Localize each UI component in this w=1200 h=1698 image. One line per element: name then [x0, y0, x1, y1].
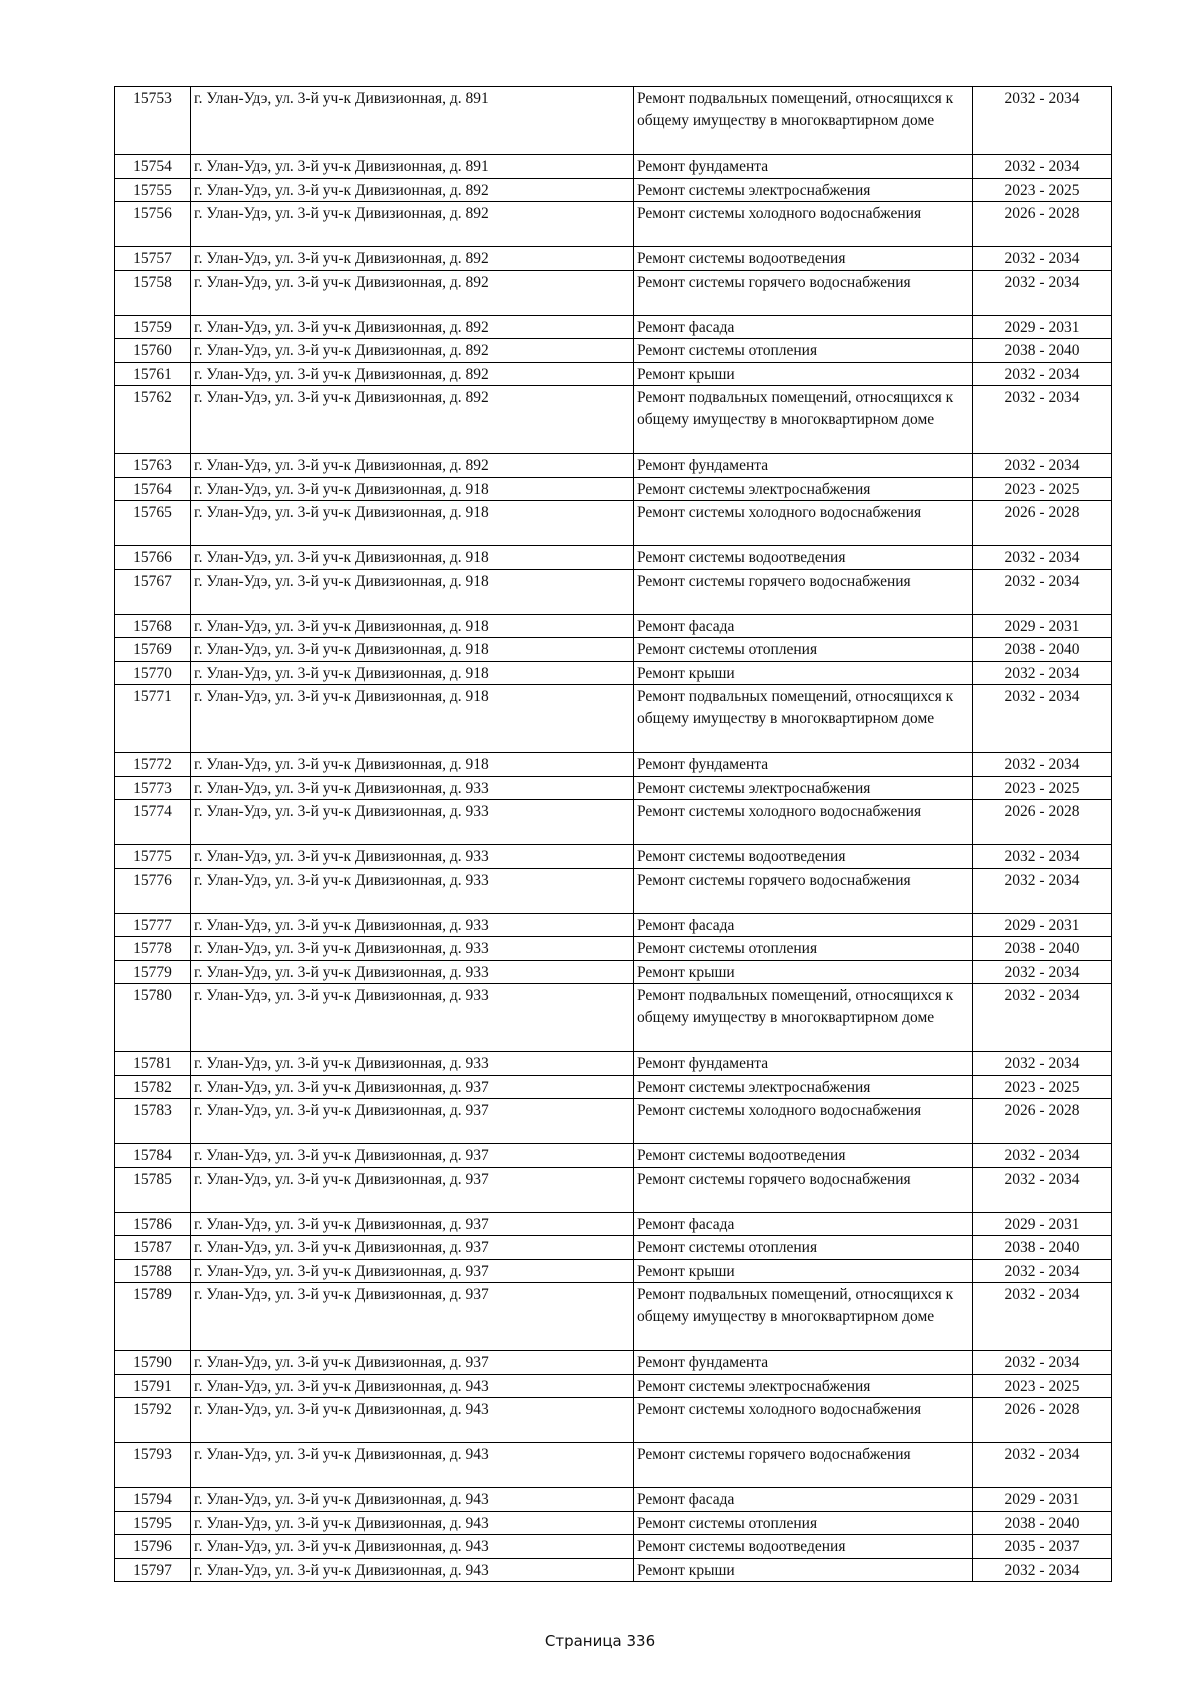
address-cell: г. Улан-Удэ, ул. 3-й уч-к Дивизионная, д. 937 [191, 1351, 634, 1375]
table-row [115, 546, 1112, 570]
row-number: 15768 [115, 614, 191, 638]
work-type-cell: Ремонт системы горячего водоснабжения [634, 1443, 973, 1488]
work-type-cell: Ремонт крыши [634, 1259, 973, 1283]
address-cell: г. Улан-Удэ, ул. 3-й уч-к Дивизионная, д. 918 [191, 614, 634, 638]
table-row [115, 614, 1112, 638]
table-row [115, 386, 1112, 454]
period-cell: 2032 - 2034 [973, 753, 1112, 777]
address-cell: г. Улан-Удэ, ул. 3-й уч-к Дивизионная, д. 937 [191, 1144, 634, 1168]
row-number: 15769 [115, 638, 191, 662]
address-cell: г. Улан-Удэ, ул. 3-й уч-к Дивизионная, д. 891 [191, 155, 634, 179]
address-cell: г. Улан-Удэ, ул. 3-й уч-к Дивизионная, д. 933 [191, 960, 634, 984]
address-cell: г. Улан-Удэ, ул. 3-й уч-к Дивизионная, д. 943 [191, 1398, 634, 1443]
address-cell: г. Улан-Удэ, ул. 3-й уч-к Дивизионная, д. 943 [191, 1374, 634, 1398]
row-number: 15791 [115, 1374, 191, 1398]
row-number: 15755 [115, 178, 191, 202]
address-cell: г. Улан-Удэ, ул. 3-й уч-к Дивизионная, д. 918 [191, 661, 634, 685]
table-row [115, 339, 1112, 363]
period-cell: 2026 - 2028 [973, 800, 1112, 845]
address-cell: г. Улан-Удэ, ул. 3-й уч-к Дивизионная, д. 943 [191, 1511, 634, 1535]
table-row [115, 685, 1112, 753]
address-cell: г. Улан-Удэ, ул. 3-й уч-к Дивизионная, д. 933 [191, 776, 634, 800]
work-type-cell: Ремонт фундамента [634, 1052, 973, 1076]
address-cell: г. Улан-Удэ, ул. 3-й уч-к Дивизионная, д. 892 [191, 178, 634, 202]
row-number: 15763 [115, 454, 191, 478]
period-cell: 2038 - 2040 [973, 339, 1112, 363]
work-type-cell: Ремонт подвальных помещений, относящихся к общему имуществу в многоквартирном доме [634, 685, 973, 753]
work-type-cell: Ремонт системы отопления [634, 339, 973, 363]
address-cell: г. Улан-Удэ, ул. 3-й уч-к Дивизионная, д. 918 [191, 501, 634, 546]
address-cell: г. Улан-Удэ, ул. 3-й уч-к Дивизионная, д. 891 [191, 87, 634, 155]
row-number: 15785 [115, 1167, 191, 1212]
work-type-cell: Ремонт фундамента [634, 454, 973, 478]
work-type-cell: Ремонт системы отопления [634, 638, 973, 662]
row-number: 15777 [115, 913, 191, 937]
period-cell: 2032 - 2034 [973, 87, 1112, 155]
table-row [115, 845, 1112, 869]
row-number: 15794 [115, 1488, 191, 1512]
address-cell: г. Улан-Удэ, ул. 3-й уч-к Дивизионная, д. 933 [191, 1052, 634, 1076]
row-number: 15773 [115, 776, 191, 800]
period-cell: 2032 - 2034 [973, 960, 1112, 984]
period-cell: 2032 - 2034 [973, 386, 1112, 454]
row-number: 15797 [115, 1558, 191, 1582]
table-row [115, 1167, 1112, 1212]
row-number: 15762 [115, 386, 191, 454]
table-row [115, 155, 1112, 179]
period-cell: 2032 - 2034 [973, 1167, 1112, 1212]
address-cell: г. Улан-Удэ, ул. 3-й уч-к Дивизионная, д. 892 [191, 362, 634, 386]
table-row [115, 1283, 1112, 1351]
row-number: 15784 [115, 1144, 191, 1168]
address-cell: г. Улан-Удэ, ул. 3-й уч-к Дивизионная, д. 937 [191, 1167, 634, 1212]
address-cell: г. Улан-Удэ, ул. 3-й уч-к Дивизионная, д. 937 [191, 1283, 634, 1351]
period-cell: 2032 - 2034 [973, 155, 1112, 179]
work-type-cell: Ремонт подвальных помещений, относящихся к общему имуществу в многоквартирном доме [634, 1283, 973, 1351]
work-type-cell: Ремонт системы горячего водоснабжения [634, 868, 973, 913]
row-number: 15753 [115, 87, 191, 155]
period-cell: 2038 - 2040 [973, 1511, 1112, 1535]
works-table-body [115, 87, 1112, 1582]
table-row [115, 1212, 1112, 1236]
row-number: 15771 [115, 685, 191, 753]
address-cell: г. Улан-Удэ, ул. 3-й уч-к Дивизионная, д. 918 [191, 546, 634, 570]
table-row [115, 87, 1112, 155]
address-cell: г. Улан-Удэ, ул. 3-й уч-к Дивизионная, д. 933 [191, 845, 634, 869]
table-row [115, 984, 1112, 1052]
period-cell: 2026 - 2028 [973, 501, 1112, 546]
work-type-cell: Ремонт системы электроснабжения [634, 1075, 973, 1099]
row-number: 15776 [115, 868, 191, 913]
row-number: 15783 [115, 1099, 191, 1144]
table-row [115, 776, 1112, 800]
table-row [115, 638, 1112, 662]
address-cell: г. Улан-Удэ, ул. 3-й уч-к Дивизионная, д. 892 [191, 202, 634, 247]
period-cell: 2032 - 2034 [973, 1443, 1112, 1488]
row-number: 15796 [115, 1535, 191, 1559]
work-type-cell: Ремонт системы отопления [634, 937, 973, 961]
work-type-cell: Ремонт системы холодного водоснабжения [634, 1099, 973, 1144]
address-cell: г. Улан-Удэ, ул. 3-й уч-к Дивизионная, д. 918 [191, 477, 634, 501]
table-row [115, 1052, 1112, 1076]
table-row [115, 960, 1112, 984]
period-cell: 2029 - 2031 [973, 1212, 1112, 1236]
period-cell: 2032 - 2034 [973, 661, 1112, 685]
work-type-cell: Ремонт системы холодного водоснабжения [634, 501, 973, 546]
period-cell: 2035 - 2037 [973, 1535, 1112, 1559]
table-row [115, 661, 1112, 685]
address-cell: г. Улан-Удэ, ул. 3-й уч-к Дивизионная, д. 918 [191, 569, 634, 614]
row-number: 15764 [115, 477, 191, 501]
period-cell: 2026 - 2028 [973, 202, 1112, 247]
address-cell: г. Улан-Удэ, ул. 3-й уч-к Дивизионная, д. 933 [191, 913, 634, 937]
table-row [115, 1236, 1112, 1260]
row-number: 15788 [115, 1259, 191, 1283]
row-number: 15789 [115, 1283, 191, 1351]
address-cell: г. Улан-Удэ, ул. 3-й уч-к Дивизионная, д. 943 [191, 1558, 634, 1582]
address-cell: г. Улан-Удэ, ул. 3-й уч-к Дивизионная, д. 933 [191, 800, 634, 845]
row-number: 15779 [115, 960, 191, 984]
address-cell: г. Улан-Удэ, ул. 3-й уч-к Дивизионная, д. 918 [191, 753, 634, 777]
work-type-cell: Ремонт фасада [634, 614, 973, 638]
row-number: 15772 [115, 753, 191, 777]
period-cell: 2032 - 2034 [973, 454, 1112, 478]
row-number: 15775 [115, 845, 191, 869]
row-number: 15767 [115, 569, 191, 614]
work-type-cell: Ремонт системы холодного водоснабжения [634, 800, 973, 845]
row-number: 15766 [115, 546, 191, 570]
address-cell: г. Улан-Удэ, ул. 3-й уч-к Дивизионная, д. 937 [191, 1212, 634, 1236]
table-row [115, 178, 1112, 202]
work-type-cell: Ремонт системы электроснабжения [634, 776, 973, 800]
row-number: 15754 [115, 155, 191, 179]
row-number: 15786 [115, 1212, 191, 1236]
work-type-cell: Ремонт крыши [634, 661, 973, 685]
period-cell: 2032 - 2034 [973, 1259, 1112, 1283]
row-number: 15756 [115, 202, 191, 247]
work-type-cell: Ремонт фундамента [634, 753, 973, 777]
table-row [115, 454, 1112, 478]
table-row [115, 1099, 1112, 1144]
row-number: 15790 [115, 1351, 191, 1375]
table-row [115, 270, 1112, 315]
table-row [115, 1259, 1112, 1283]
row-number: 15793 [115, 1443, 191, 1488]
period-cell: 2038 - 2040 [973, 1236, 1112, 1260]
table-row [115, 315, 1112, 339]
table-row [115, 937, 1112, 961]
work-type-cell: Ремонт системы электроснабжения [634, 1374, 973, 1398]
address-cell: г. Улан-Удэ, ул. 3-й уч-к Дивизионная, д. 892 [191, 454, 634, 478]
period-cell: 2029 - 2031 [973, 1488, 1112, 1512]
work-type-cell: Ремонт крыши [634, 362, 973, 386]
work-type-cell: Ремонт подвальных помещений, относящихся к общему имуществу в многоквартирном доме [634, 386, 973, 454]
row-number: 15770 [115, 661, 191, 685]
address-cell: г. Улан-Удэ, ул. 3-й уч-к Дивизионная, д. 892 [191, 270, 634, 315]
work-type-cell: Ремонт системы электроснабжения [634, 477, 973, 501]
table-row [115, 1535, 1112, 1559]
work-type-cell: Ремонт системы отопления [634, 1511, 973, 1535]
address-cell: г. Улан-Удэ, ул. 3-й уч-к Дивизионная, д. 943 [191, 1488, 634, 1512]
row-number: 15787 [115, 1236, 191, 1260]
table-row [115, 1351, 1112, 1375]
address-cell: г. Улан-Удэ, ул. 3-й уч-к Дивизионная, д. 892 [191, 315, 634, 339]
address-cell: г. Улан-Удэ, ул. 3-й уч-к Дивизионная, д. 933 [191, 937, 634, 961]
period-cell: 2023 - 2025 [973, 776, 1112, 800]
period-cell: 2032 - 2034 [973, 270, 1112, 315]
row-number: 15795 [115, 1511, 191, 1535]
period-cell: 2032 - 2034 [973, 868, 1112, 913]
work-type-cell: Ремонт фундамента [634, 155, 973, 179]
row-number: 15781 [115, 1052, 191, 1076]
row-number: 15761 [115, 362, 191, 386]
row-number: 15792 [115, 1398, 191, 1443]
work-type-cell: Ремонт фундамента [634, 1351, 973, 1375]
table-row [115, 800, 1112, 845]
work-type-cell: Ремонт системы холодного водоснабжения [634, 1398, 973, 1443]
address-cell: г. Улан-Удэ, ул. 3-й уч-к Дивизионная, д. 933 [191, 984, 634, 1052]
work-type-cell: Ремонт системы горячего водоснабжения [634, 569, 973, 614]
work-type-cell: Ремонт фасада [634, 1212, 973, 1236]
address-cell: г. Улан-Удэ, ул. 3-й уч-к Дивизионная, д. 918 [191, 685, 634, 753]
work-type-cell: Ремонт системы горячего водоснабжения [634, 270, 973, 315]
address-cell: г. Улан-Удэ, ул. 3-й уч-к Дивизионная, д. 918 [191, 638, 634, 662]
period-cell: 2032 - 2034 [973, 1144, 1112, 1168]
work-type-cell: Ремонт системы водоотведения [634, 546, 973, 570]
period-cell: 2032 - 2034 [973, 984, 1112, 1052]
row-number: 15758 [115, 270, 191, 315]
period-cell: 2029 - 2031 [973, 913, 1112, 937]
period-cell: 2038 - 2040 [973, 937, 1112, 961]
table-row [115, 477, 1112, 501]
work-type-cell: Ремонт фасада [634, 913, 973, 937]
work-type-cell: Ремонт подвальных помещений, относящихся к общему имуществу в многоквартирном доме [634, 87, 973, 155]
work-type-cell: Ремонт системы отопления [634, 1236, 973, 1260]
period-cell: 2023 - 2025 [973, 178, 1112, 202]
table-row [115, 1075, 1112, 1099]
work-type-cell: Ремонт системы холодного водоснабжения [634, 202, 973, 247]
period-cell: 2038 - 2040 [973, 638, 1112, 662]
period-cell: 2023 - 2025 [973, 477, 1112, 501]
work-type-cell: Ремонт системы водоотведения [634, 1144, 973, 1168]
period-cell: 2023 - 2025 [973, 1374, 1112, 1398]
row-number: 15778 [115, 937, 191, 961]
table-row [115, 362, 1112, 386]
address-cell: г. Улан-Удэ, ул. 3-й уч-к Дивизионная, д. 892 [191, 339, 634, 363]
table-row [115, 501, 1112, 546]
address-cell: г. Улан-Удэ, ул. 3-й уч-к Дивизионная, д. 933 [191, 868, 634, 913]
period-cell: 2032 - 2034 [973, 1558, 1112, 1582]
work-type-cell: Ремонт системы водоотведения [634, 845, 973, 869]
table-row [115, 247, 1112, 271]
address-cell: г. Улан-Удэ, ул. 3-й уч-к Дивизионная, д. 937 [191, 1075, 634, 1099]
table-row [115, 1374, 1112, 1398]
period-cell: 2032 - 2034 [973, 569, 1112, 614]
period-cell: 2032 - 2034 [973, 362, 1112, 386]
period-cell: 2032 - 2034 [973, 546, 1112, 570]
period-cell: 2026 - 2028 [973, 1398, 1112, 1443]
row-number: 15782 [115, 1075, 191, 1099]
address-cell: г. Улан-Удэ, ул. 3-й уч-к Дивизионная, д. 937 [191, 1236, 634, 1260]
work-type-cell: Ремонт крыши [634, 1558, 973, 1582]
period-cell: 2029 - 2031 [973, 315, 1112, 339]
work-type-cell: Ремонт системы горячего водоснабжения [634, 1167, 973, 1212]
work-type-cell: Ремонт системы электроснабжения [634, 178, 973, 202]
table-row [115, 753, 1112, 777]
work-type-cell: Ремонт системы водоотведения [634, 1535, 973, 1559]
table-row [115, 202, 1112, 247]
address-cell: г. Улан-Удэ, ул. 3-й уч-к Дивизионная, д. 943 [191, 1443, 634, 1488]
period-cell: 2032 - 2034 [973, 685, 1112, 753]
table-row [115, 868, 1112, 913]
table-row [115, 1398, 1112, 1443]
address-cell: г. Улан-Удэ, ул. 3-й уч-к Дивизионная, д. 943 [191, 1535, 634, 1559]
address-cell: г. Улан-Удэ, ул. 3-й уч-к Дивизионная, д. 937 [191, 1259, 634, 1283]
row-number: 15760 [115, 339, 191, 363]
work-type-cell: Ремонт фасада [634, 1488, 973, 1512]
table-row [115, 1443, 1112, 1488]
work-type-cell: Ремонт системы водоотведения [634, 247, 973, 271]
work-type-cell: Ремонт фасада [634, 315, 973, 339]
row-number: 15759 [115, 315, 191, 339]
row-number: 15765 [115, 501, 191, 546]
table-row [115, 913, 1112, 937]
page-number: Страница 336 [544, 1632, 656, 1650]
period-cell: 2032 - 2034 [973, 1052, 1112, 1076]
row-number: 15774 [115, 800, 191, 845]
works-table [114, 86, 1112, 1582]
period-cell: 2029 - 2031 [973, 614, 1112, 638]
period-cell: 2026 - 2028 [973, 1099, 1112, 1144]
table-row [115, 1511, 1112, 1535]
work-type-cell: Ремонт крыши [634, 960, 973, 984]
address-cell: г. Улан-Удэ, ул. 3-й уч-к Дивизионная, д. 937 [191, 1099, 634, 1144]
row-number: 15757 [115, 247, 191, 271]
period-cell: 2032 - 2034 [973, 1351, 1112, 1375]
work-type-cell: Ремонт подвальных помещений, относящихся к общему имуществу в многоквартирном доме [634, 984, 973, 1052]
table-row [115, 569, 1112, 614]
table-row [115, 1488, 1112, 1512]
period-cell: 2032 - 2034 [973, 247, 1112, 271]
table-row [115, 1144, 1112, 1168]
row-number: 15780 [115, 984, 191, 1052]
table-row [115, 1558, 1112, 1582]
period-cell: 2032 - 2034 [973, 845, 1112, 869]
period-cell: 2032 - 2034 [973, 1283, 1112, 1351]
address-cell: г. Улан-Удэ, ул. 3-й уч-к Дивизионная, д. 892 [191, 247, 634, 271]
period-cell: 2023 - 2025 [973, 1075, 1112, 1099]
address-cell: г. Улан-Удэ, ул. 3-й уч-к Дивизионная, д. 892 [191, 386, 634, 454]
